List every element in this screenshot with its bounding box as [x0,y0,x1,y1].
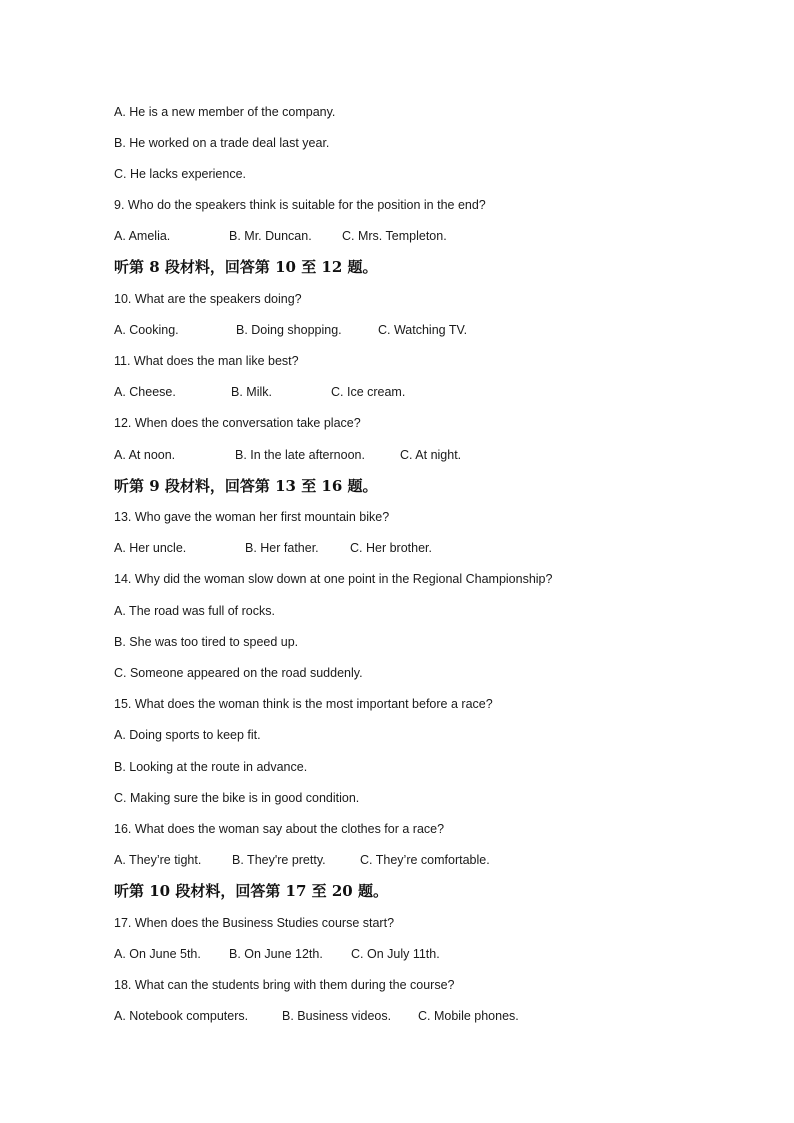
question-14: 14. Why did the woman slow down at one point in the Regional Championship? [114,572,553,586]
q10-option-b: B. Doing shopping. [236,323,342,337]
q18-option-b: B. Business videos. [282,1009,392,1023]
q18-option-a: A. Notebook computers. [114,1009,249,1023]
q8-option-a: A. He is a new member of the company. [114,105,336,119]
q15-option-a: A. Doing sports to keep fit. [114,728,261,742]
q8-option-b: B. He worked on a trade deal last year. [114,136,330,150]
q17-option-a: A. On June 5th. [114,947,201,961]
q15-option-b: B. Looking at the route in advance. [114,760,308,774]
q11-option-c: C. Ice cream. [331,385,406,399]
q13-option-b: B. Her father. [245,541,319,555]
q10-option-c: C. Watching TV. [378,323,468,337]
q12-option-b: B. In the late afternoon. [235,448,365,462]
question-17: 17. When does the Business Studies course start? [114,916,395,930]
q9-option-a: A. Amelia. [114,229,171,243]
q16-option-c: C. They’re comfortable. [360,853,490,867]
q16-option-b: B. They're pretty. [232,853,326,867]
question-10: 10. What are the speakers doing? [114,292,302,306]
q13-option-a: A. Her uncle. [114,541,187,555]
q10-option-a: A. Cooking. [114,323,179,337]
section-heading-10: 听第 10 段材料，回答第 17 至 20 题。 [114,882,388,900]
q12-option-a: A. At noon. [114,448,176,462]
q15-option-c: C. Making sure the bike is in good condition. [114,791,360,805]
question-15: 15. What does the woman think is the most important before a race? [114,697,493,711]
section-heading-8: 听第 8 段材料，回答第 10 至 12 题。 [114,258,378,276]
q9-option-c: C. Mrs. Templeton. [342,229,447,243]
q9-option-b: B. Mr. Duncan. [229,229,312,243]
q13-option-c: C. Her brother. [350,541,432,555]
q18-option-c: C. Mobile phones. [418,1009,519,1023]
q14-option-b: B. She was too tired to speed up. [114,635,299,649]
q14-option-c: C. Someone appeared on the road suddenly. [114,666,363,680]
q8-option-c: C. He lacks experience. [114,167,247,181]
question-9: 9. Who do the speakers think is suitable for the position in the end? [114,198,486,212]
q12-option-c: C. At night. [400,448,462,462]
q11-option-b: B. Milk. [231,385,272,399]
question-12: 12. When does the conversation take place? [114,416,361,430]
question-18: 18. What can the students bring with them during the course? [114,978,455,992]
q16-option-a: A. They’re tight. [114,853,202,867]
q14-option-a: A. The road was full of rocks. [114,604,275,618]
q17-option-c: C. On July 11th. [351,947,440,961]
q11-option-a: A. Cheese. [114,385,176,399]
question-11: 11. What does the man like best? [114,354,299,368]
section-heading-9: 听第 9 段材料，回答第 13 至 16 题。 [114,477,378,495]
question-13: 13. Who gave the woman her first mountain bike? [114,510,390,524]
question-16: 16. What does the woman say about the clothes for a race? [114,822,445,836]
q17-option-b: B. On June 12th. [229,947,323,961]
